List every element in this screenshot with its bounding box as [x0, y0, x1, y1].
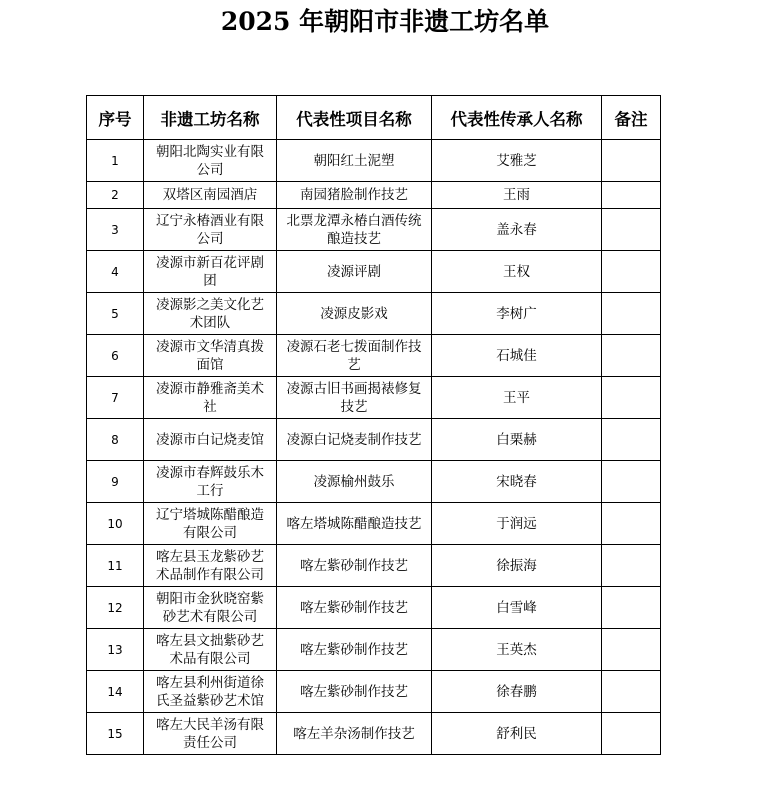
cell-serial-number: 3: [87, 209, 144, 251]
cell-inheritor-name: 艾雅芝: [432, 140, 602, 182]
cell-workshop-name: 双塔区南园酒店: [144, 182, 277, 209]
table-row: [87, 713, 661, 755]
cell-project-name: 凌源古旧书画揭裱修复技艺: [277, 377, 432, 419]
cell-remarks: [602, 209, 661, 251]
cell-workshop-name: 朝阳市金狄晓窑紫砂艺术有限公司: [144, 587, 277, 629]
table-row: [87, 419, 661, 461]
cell-serial-number: 12: [87, 587, 144, 629]
cell-project-name: 喀左紫砂制作技艺: [277, 629, 432, 671]
cell-workshop-name: 辽宁永椿酒业有限公司: [144, 209, 277, 251]
cell-project-name: 凌源白记烧麦制作技艺: [277, 419, 432, 461]
cell-serial-number: 15: [87, 713, 144, 755]
cell-serial-number: 7: [87, 377, 144, 419]
cell-serial-number: 5: [87, 293, 144, 335]
cell-workshop-name: 凌源市文华清真拨面馆: [144, 335, 277, 377]
cell-inheritor-name: 白雪峰: [432, 587, 602, 629]
cell-workshop-name: 喀左县文拙紫砂艺术品有限公司: [144, 629, 277, 671]
cell-inheritor-name: 徐春鹏: [432, 671, 602, 713]
cell-project-name: 喀左塔城陈醋酿造技艺: [277, 503, 432, 545]
cell-serial-number: 8: [87, 419, 144, 461]
cell-remarks: [602, 629, 661, 671]
cell-project-name: 喀左紫砂制作技艺: [277, 671, 432, 713]
table-row: [87, 587, 661, 629]
cell-project-name: 朝阳红土泥塑: [277, 140, 432, 182]
table-row: [87, 182, 661, 209]
cell-workshop-name: 喀左县利州街道徐氏圣益紫砂艺术馆: [144, 671, 277, 713]
cell-inheritor-name: 盖永春: [432, 209, 602, 251]
table-row: [87, 671, 661, 713]
cell-workshop-name: 凌源市静雅斋美术社: [144, 377, 277, 419]
cell-serial-number: 14: [87, 671, 144, 713]
cell-inheritor-name: 于润远: [432, 503, 602, 545]
cell-workshop-name: 凌源市春辉鼓乐木工行: [144, 461, 277, 503]
cell-workshop-name: 辽宁塔城陈醋酿造有限公司: [144, 503, 277, 545]
cell-inheritor-name: 石城佳: [432, 335, 602, 377]
table-row: [87, 335, 661, 377]
cell-workshop-name: 凌源市新百花评剧团: [144, 251, 277, 293]
header-project-name: 代表性项目名称: [277, 96, 432, 140]
cell-project-name: 北票龙潭永椿白酒传统酿造技艺: [277, 209, 432, 251]
cell-remarks: [602, 503, 661, 545]
table-row: [87, 293, 661, 335]
cell-project-name: 喀左紫砂制作技艺: [277, 545, 432, 587]
table-row: [87, 545, 661, 587]
cell-workshop-name: 朝阳北陶实业有限公司: [144, 140, 277, 182]
cell-workshop-name: 喀左县玉龙紫砂艺术品制作有限公司: [144, 545, 277, 587]
header-serial-number: 序号: [87, 96, 144, 140]
cell-remarks: [602, 545, 661, 587]
cell-inheritor-name: 王平: [432, 377, 602, 419]
cell-inheritor-name: 王雨: [432, 182, 602, 209]
cell-serial-number: 11: [87, 545, 144, 587]
cell-remarks: [602, 140, 661, 182]
cell-serial-number: 1: [87, 140, 144, 182]
table-row: [87, 377, 661, 419]
cell-workshop-name: 凌源市白记烧麦馆: [144, 419, 277, 461]
cell-serial-number: 13: [87, 629, 144, 671]
cell-project-name: 凌源榆州鼓乐: [277, 461, 432, 503]
cell-remarks: [602, 587, 661, 629]
cell-serial-number: 6: [87, 335, 144, 377]
cell-inheritor-name: 宋晓春: [432, 461, 602, 503]
cell-remarks: [602, 251, 661, 293]
cell-remarks: [602, 461, 661, 503]
cell-project-name: 凌源石老七拨面制作技艺: [277, 335, 432, 377]
cell-remarks: [602, 293, 661, 335]
cell-remarks: [602, 713, 661, 755]
table-row: [87, 251, 661, 293]
header-remarks: 备注: [602, 96, 661, 140]
cell-workshop-name: 凌源影之美文化艺术团队: [144, 293, 277, 335]
cell-remarks: [602, 671, 661, 713]
table-row: [87, 209, 661, 251]
cell-inheritor-name: 舒利民: [432, 713, 602, 755]
cell-serial-number: 9: [87, 461, 144, 503]
cell-serial-number: 10: [87, 503, 144, 545]
cell-project-name: 凌源评剧: [277, 251, 432, 293]
table-row: [87, 629, 661, 671]
cell-workshop-name: 喀左大民羊汤有限责任公司: [144, 713, 277, 755]
cell-inheritor-name: 白栗赫: [432, 419, 602, 461]
table-row: [87, 461, 661, 503]
document-title: 2025 年朝阳市非遗工坊名单: [220, 7, 550, 36]
table-row: [87, 503, 661, 545]
cell-remarks: [602, 182, 661, 209]
cell-inheritor-name: 王英杰: [432, 629, 602, 671]
cell-inheritor-name: 李树广: [432, 293, 602, 335]
cell-project-name: 南园猪脸制作技艺: [277, 182, 432, 209]
cell-inheritor-name: 徐振海: [432, 545, 602, 587]
cell-project-name: 喀左羊杂汤制作技艺: [277, 713, 432, 755]
cell-serial-number: 4: [87, 251, 144, 293]
cell-remarks: [602, 335, 661, 377]
cell-remarks: [602, 377, 661, 419]
cell-inheritor-name: 王权: [432, 251, 602, 293]
cell-serial-number: 2: [87, 182, 144, 209]
cell-project-name: 凌源皮影戏: [277, 293, 432, 335]
header-inheritor-name: 代表性传承人名称: [432, 96, 602, 140]
table-row: [87, 140, 661, 182]
header-workshop-name: 非遗工坊名称: [144, 96, 277, 140]
cell-project-name: 喀左紫砂制作技艺: [277, 587, 432, 629]
cell-remarks: [602, 419, 661, 461]
table-header-row: [87, 96, 661, 140]
heritage-workshop-table: [86, 95, 661, 755]
